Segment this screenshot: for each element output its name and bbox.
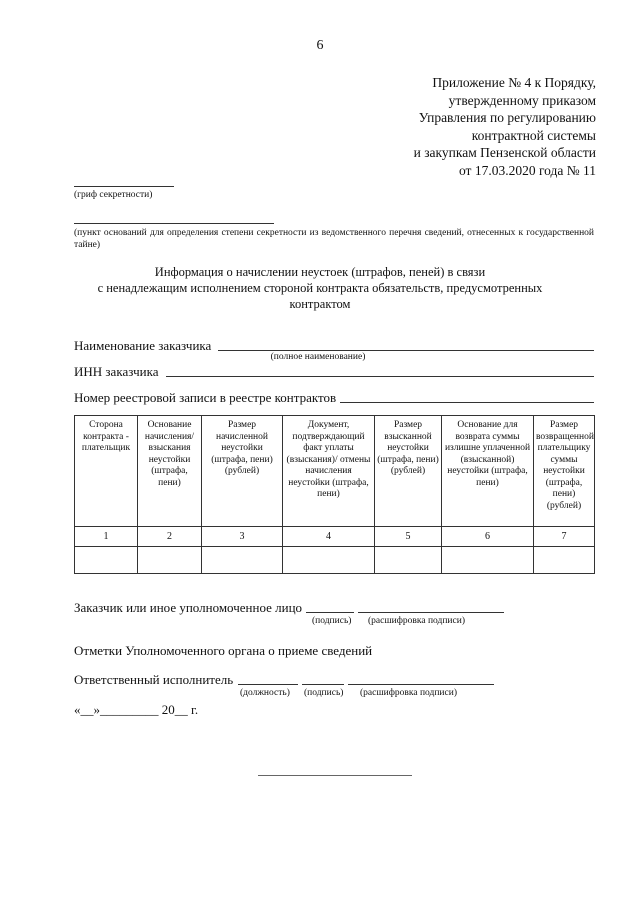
table-cell[interactable]	[375, 547, 442, 574]
signature-label: Заказчик или иное уполномоченное лицо	[74, 600, 303, 615]
secrecy-label: (гриф секретности)	[74, 190, 153, 200]
authority-marks: Отметки Уполномоченного органа о приеме сведений	[74, 643, 373, 658]
table-header-cell: Основание начисления/ взыскания неустойки (штрафа, пени)	[138, 416, 202, 527]
penalties-table	[74, 415, 595, 574]
document-title	[90, 264, 550, 312]
table-header-row	[75, 416, 595, 527]
column-number: 4	[283, 527, 375, 547]
closing-divider	[258, 775, 412, 776]
customer-name-label: Наименование заказчика	[74, 338, 212, 353]
appendix-line: утвержденному приказом	[448, 92, 596, 108]
appendix-line: и закупкам Пензенской области	[413, 145, 596, 160]
executor-decode-field[interactable]	[348, 684, 494, 685]
customer-name-hint: (полное наименование)	[270, 352, 366, 362]
table-cell[interactable]	[442, 547, 534, 574]
table-number-row	[75, 527, 595, 547]
executor-label: Ответственный исполнитель	[74, 672, 234, 687]
appendix-line: Приложение № 4 к Порядку,	[432, 75, 596, 90]
page-number: 6	[316, 38, 324, 53]
registry-field[interactable]	[340, 402, 594, 403]
inn-label: ИНН заказчика	[74, 364, 159, 379]
executor-position-field[interactable]	[238, 684, 298, 685]
table-cell[interactable]	[75, 547, 138, 574]
executor-hint-sign: (подпись)	[304, 688, 344, 698]
executor-hint-position: (должность)	[240, 688, 290, 698]
table-cell[interactable]	[202, 547, 283, 574]
secrecy-basis-line	[74, 223, 274, 224]
column-number: 7	[534, 527, 595, 547]
column-number: 6	[442, 527, 534, 547]
table-header-cell: Основание для возврата суммы излишне уплаченной (взысканной) неустойки (штрафа, пени)	[442, 416, 534, 527]
table-header-cell: Документ, подтверждающий факт уплаты (взыскания)/ отмены начисления неустойки (штрафа, пени)	[283, 416, 375, 527]
date-line: «__»_________ 20__ г.	[74, 702, 199, 717]
column-number: 5	[375, 527, 442, 547]
table-header-cell: Размер взысканной неустойки (штрафа, пени) (рублей)	[375, 416, 442, 527]
registry-label: Номер реестровой записи в реестре контрактов	[74, 390, 337, 405]
customer-name-field[interactable]	[218, 350, 594, 351]
signature-decode-field[interactable]	[358, 612, 504, 613]
inn-field[interactable]	[166, 376, 594, 377]
table-cell[interactable]	[283, 547, 375, 574]
signature-field[interactable]	[306, 612, 354, 613]
signature-hint-sign: (подпись)	[312, 616, 352, 626]
secrecy-basis: (пункт оснований для определения степени секретности из ведомственного перечня сведений, отнесенных к государственной тайне)	[74, 228, 594, 250]
executor-sign-field[interactable]	[302, 684, 344, 685]
table-header-cell: Сторона контракта - плательщик	[75, 416, 138, 527]
title-line: Информация о начислении неустоек (штрафов, пеней) в связи	[154, 265, 486, 279]
title-line: с ненадлежащим исполнением стороной контракта обязательств, предусмотренных	[97, 281, 543, 295]
secrecy-line	[74, 186, 174, 187]
table-header-cell: Размер возвращенной плательщику суммы неустойки (штрафа, пени) (рублей)	[534, 416, 595, 527]
table-header-cell: Размер начисленной неустойки (штрафа, пени) (рублей)	[202, 416, 283, 527]
table-cell[interactable]	[534, 547, 595, 574]
title-line: контрактом	[289, 297, 351, 311]
table-row	[75, 547, 595, 574]
table-cell[interactable]	[138, 547, 202, 574]
signature-hint-decode: (расшифровка подписи)	[368, 616, 465, 626]
executor-hint-decode: (расшифровка подписи)	[360, 688, 457, 698]
appendix-line: Управления по регулированию	[418, 110, 596, 125]
column-number: 1	[75, 527, 138, 547]
column-number: 3	[202, 527, 283, 547]
appendix-line: контрактной системы	[471, 127, 596, 143]
appendix-line: от 17.03.2020 года № 11	[458, 162, 596, 178]
column-number: 2	[138, 527, 202, 547]
appendix-header	[276, 74, 596, 179]
